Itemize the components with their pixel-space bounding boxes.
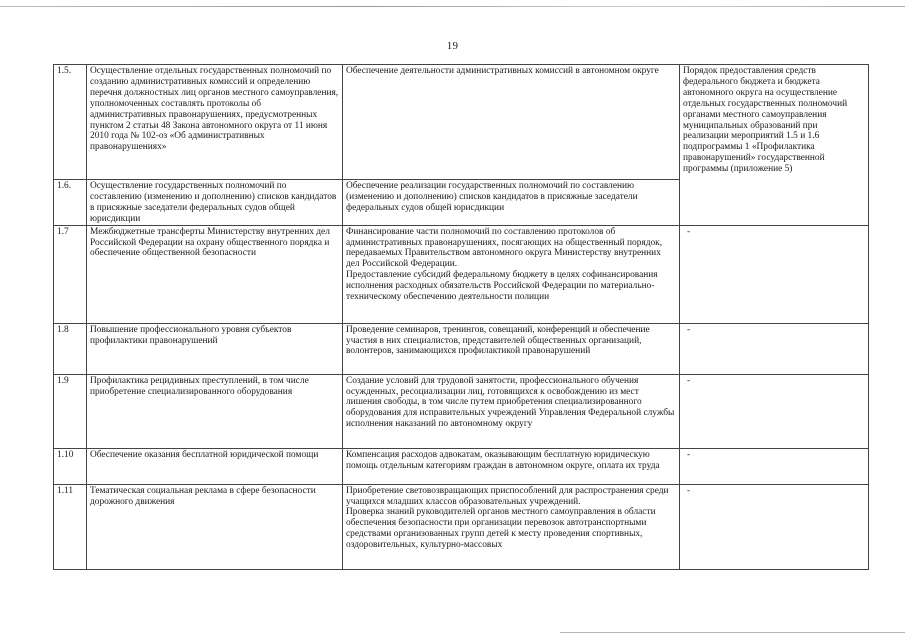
measure-description-extra: Проверка знаний руководителей органов местного самоуправления в области обеспечения безопасности при организации перевозок автотранспортными средствами организованных групп детей к месту проведения спортивных, оздоровительных, культурно-массовых [346,507,656,551]
measure-note: Порядок предоставления средств федерального бюджета и бюджета автономного округа на осуществление отдельных государственных полномочий органами местного самоуправления муниципальных образований при реализации мероприятий 1.5 и 1.6 подпрограммы 1 «Профилактика правонарушений» государственной программы (приложение 5) [680,65,869,226]
measure-note-cell [680,484,869,569]
measure-description-extra: Предоставление субсидий федеральному бюджету в целях софинансирования исполнения расходных обязательств Российской Федерации по материально-техническому обеспечению деятельности полиции [346,270,658,303]
measure-description: Создание условий для трудовой занятости, профессионального обучения осужденных, ресоциализации лиц, готовящихся к освобождению из мест лишения свободы, в том числе путем приобретения специализированного оборудования для исправительных учреждений Управления Федеральной службы исполнения наказаний по автономному округу [343,374,680,448]
measure-note-cell [680,448,869,484]
measure-note: - [687,485,691,496]
measure-note-cell [680,323,869,374]
measure-description: Приобретение световозвращающих приспособлений для распространения среди учащихся младших классов образовательных учреждений. [346,485,669,507]
table-row-1-7 [54,225,869,323]
row-number: 1.6. [54,180,87,226]
measure-description: Обеспечение реализации государственных полномочий по составлению (изменению и дополнению) списков кандидатов в присяжные заседатели федеральных судов общей юрисдикции [343,180,680,226]
measure-name: Профилактика рецидивных преступлений, в том числе приобретение специализированного оборудования [87,374,343,448]
row-number: 1.11 [54,484,87,569]
measure-name: Осуществление государственных полномочий по составлению (изменению и дополнению) списков кандидатов в присяжные заседатели федеральных судов общей юрисдикции [87,180,343,226]
table-row-1-9 [54,374,869,448]
row-number: 1.9 [54,374,87,448]
measure-description: Проведение семинаров, тренингов, совещаний, конференций и обеспечение участия в них специалистов, представителей общественных организаций, волонтеров, занимающихся профилактикой правонарушений [343,323,680,374]
measure-name: Повышение профессионального уровня субъектов профилактики правонарушений [87,323,343,374]
measures-table [53,64,869,570]
table-row-1-5 [54,65,869,180]
measure-name: Тематическая социальная реклама в сфере безопасности дорожного движения [87,484,343,569]
row-number: 1.10 [54,448,87,484]
table-row-1-10 [54,448,869,484]
measure-note: - [687,375,691,386]
measure-description: Компенсация расходов адвокатам, оказывающим бесплатную юридическую помощь отдельным категориям граждан в автономном округе, оплата их труда [343,448,680,484]
measure-note-cell [680,374,869,448]
measure-note: - [687,324,691,335]
measure-description-cell [343,484,680,569]
measure-name: Межбюджетные трансферты Министерству внутренних дел Российской Федерации на охрану общественного порядка и обеспечение общественной безопасности [87,225,343,323]
measure-note-cell [680,225,869,323]
measure-description: Обеспечение деятельности административных комиссий в автономном округе [343,65,680,180]
measure-note: - [687,449,691,460]
measure-name: Осуществление отдельных государственных полномочий по созданию административных комиссий и определению перечня должностных лиц органов местного самоуправления, уполномоченных составлять протоколы об административных правонарушениях, предусмотренных пунктом 2 статьи 48 Закона автономного округа от 11 июня 2010 года № 102-оз «Об административных правонарушениях» [87,65,343,180]
measure-description-cell [343,225,680,323]
scan-edge-top [0,6,905,7]
measure-name: Обеспечение оказания бесплатной юридической помощи [87,448,343,484]
row-number: 1.7 [54,225,87,323]
measure-description: Финансирование части полномочий по составлению протоколов об административных правонарушениях, посягающих на общественный порядок, передаваемых Правительством автономного округа Министерству внутренних дел Российской Федерации. [346,226,663,270]
measure-note: - [687,226,691,237]
row-number: 1.5. [54,65,87,180]
table-row-1-11 [54,484,869,569]
table-row-1-8 [54,323,869,374]
row-number: 1.8 [54,323,87,374]
scan-edge-bottom [560,632,905,633]
page-number: 19 [446,40,459,52]
